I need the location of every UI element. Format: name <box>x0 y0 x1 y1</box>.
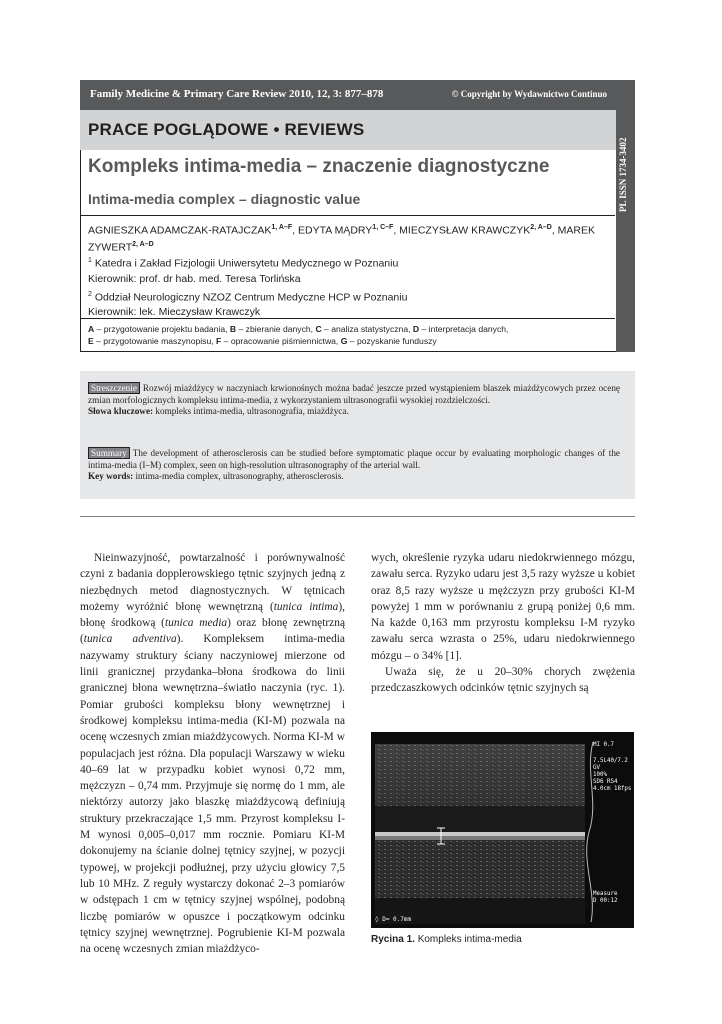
abstract-pl-text: Rozwój miażdżycy w naczyniach krwionośnych można badać jeszcze przed wystąpieniem blaszek miażdżycowych przez ocenę zmian morfologicznych kompleksu intima-media, z wykorzystaniem ultrasonografii wysokiej rozdzielczości. <box>88 383 620 405</box>
measurement-readout: ◊ D= 0.7mm <box>375 916 412 923</box>
contribution-key-letter: A <box>88 324 95 334</box>
keywords-en: intima-media complex, ultrasonography, atherosclerosis. <box>135 471 344 481</box>
author-name: EDYTA MĄDRY <box>298 224 373 237</box>
contribution-key-letter: D <box>412 324 420 334</box>
contribution-key-letter: C <box>315 324 322 334</box>
author-name: AGNIESZKA ADAMCZAK-RATAJCZAK <box>88 224 272 237</box>
abstract-pl <box>88 383 620 418</box>
readout-gain: 100% <box>593 772 607 778</box>
author-name: MAREK ZYWERT <box>88 224 595 253</box>
ultrasound-figure <box>371 732 634 928</box>
author-contribution-sup: 1, C–F <box>372 224 394 231</box>
abstract-en-text: The development of atherosclerosis can be studied before symptomatic plaque occur by evaluating morphologic changes of the intima-media (I–M) complex, seen on high-resolution ultrasonography of the arterial wall. <box>88 448 620 470</box>
abstract-divider <box>80 516 635 517</box>
issn-label: PL ISSN 1734-3402 <box>618 137 628 212</box>
affiliation-line: Kierownik: lek. Mieczysław Krawczyk <box>88 306 261 318</box>
contribution-key-letter: E <box>88 336 94 346</box>
section-band <box>80 110 616 150</box>
affiliation-sup: 1 <box>88 257 92 264</box>
contribution-key-letter: G <box>340 336 348 346</box>
readout-rs: RS4 <box>606 779 618 785</box>
figure-caption <box>371 934 522 945</box>
body-paragraph-2: wych, określenie ryzyka udaru niedokrwiennego mózgu, zawału serca. Ryzyko udaru jest 3,5 razy wyższe u kobiet oraz 8,5 razy wyższe u mężczyzn przy grubości KI-M powyżej 1 mm w porównaniu z grupą poniżej 0,6 mm. Na każde 0,163 mm przyrostu kompleksu I-M ryzyko zawału serca wzrasta o 25%, udaru niedokrwiennego mózgu – o 34% [1]. <box>371 552 635 662</box>
affiliation-line: $^1$ Katedra i Zakład Fizjologii Uniwersytetu Medycznego w Poznaniu <box>88 257 399 270</box>
latin-term: tunica media <box>164 617 228 630</box>
body-left-column <box>80 550 345 957</box>
journal-header-bar <box>80 80 635 110</box>
scanner-readouts <box>593 742 633 905</box>
readout-sd: SD6 <box>593 779 604 785</box>
abstract-en <box>88 448 620 483</box>
figure-caption-text: Kompleks intima-media <box>417 934 522 945</box>
affiliation-line: $^2$ Oddział Neurologiczny NZOZ Centrum Medyczne HCP w Poznaniu <box>88 290 408 303</box>
author-contribution-sup: 2, A–D <box>530 224 552 231</box>
contrib-rule <box>80 318 615 319</box>
body-paragraph-1: Nieinwazyjność, powtarzalność i porównywalność czyni z badania dopplerowskiego tętnic szyjnych jedną z niezbędnych metod diagnostycznych. W tętnicach możemy wyróżnić błonę wewnętrzną (tunica intima), błonę środkową (tunica media) oraz błonę zewnętrzną (tunica adventiva). Kompleksem intima-media nazywamy struktury ściany naczyniowej mierzone od linii granicznej przydanka–błona środkowa do linii granicznej błona wewnętrzna–światło naczynia (ryc. 1). Pomiar grubości kompleksu błony wewnętrznej i środkowej kompleksu intima-media (KI-M) pozwala na ocenę wczesnych zmian miażdżycowych. Norma KI-M w populacjach jest różna. Dla populacji Warszawy w wieku 40–69 lat w przypadku kobiet wynosi 0,72 mm, mężczyzn – 0,74 mm. Przyjmuje się normę do 1 mm, ale niektórzy autorzy jako blaszkę miażdżycową definiują struktury przekraczające 1,5 mm. Przyrost kompleksu I-M wynosi 0,005–0,017 mm rocznie. Pomiaru KI-M dokonujemy na ścianie dolnej tętnicy szyjnej, w pozycji typowej, w projekcji podłużnej, przy użyciu głowicy 7,5 lub 10 MHz. Z reguły wystarczy dokonać 2–3 pomiarów w odstępach 1 cm w tętnicy szyjnej wspólnej, podobną liczbę pomiarów w opuszce i początkowym odcinku tętnicy szyjnej wewnętrznej. Pogrubienie KI-M pozwala na ocenę wczesnych zmian miażdżyco- <box>80 552 345 956</box>
readout-probe: 7.5L40/7.2 <box>593 758 628 764</box>
readout-time: D 00:12 <box>593 898 618 904</box>
affiliations <box>88 253 608 320</box>
readout-measure: Measure <box>593 891 618 897</box>
keywords-en-label: Key words: <box>88 471 134 481</box>
affiliation-sup: 2 <box>88 290 92 298</box>
journal-citation: Family Medicine & Primary Care Review 2010, 12, 3: 877–878 <box>90 88 384 100</box>
abstract-box <box>80 371 635 499</box>
header-rule <box>80 215 615 216</box>
latin-term: tunica intima <box>273 600 339 613</box>
author-contribution-sup: 1, A–F <box>271 224 293 231</box>
contribution-key-letter: B <box>229 324 237 334</box>
keywords-pl: kompleks intima-media, ultrasonografia, miażdżyca. <box>155 406 349 416</box>
contribution-key: A – przygotowanie projektu badania, B – zbieranie danych, C – analiza statystyczna, D – interpretacja danych, E – przygotowanie maszynopisu, F – opracowanie piśmiennictwa, G – pozyskanie funduszy <box>88 324 509 346</box>
figure-caption-label: Rycina 1. <box>371 934 415 945</box>
readout-depth: 4.0cm <box>593 786 611 792</box>
contribution-key-letter: F <box>216 336 222 346</box>
affiliation-line: Kierownik: prof. dr hab. med. Teresa Torlińska <box>88 272 301 285</box>
copyright-notice: © Copyright by Wydawnictwo Continuo <box>451 89 607 99</box>
body-paragraph-3: Uważa się, że u 20–30% chorych zwężenia przedczaszkowych odcinków tętnic szyjnych są <box>371 666 635 695</box>
article-title-pl: Kompleks intima-media – znaczenie diagnostyczne <box>88 156 550 177</box>
abstract-en-label: Summary <box>88 447 130 459</box>
author-list: AGNIESZKA ADAMCZAK-$RATAJCZAK^{1, A-F}$, EDYTA $MĄDRY^{1, C-F}$, MIECZYSŁAW $KRAWCZYK^{2, A-D}$, MAREK $ZYWERT^{2, A-D}$ <box>88 224 595 253</box>
keywords-pl-label: Słowa kluczowe: <box>88 406 154 416</box>
readout-gv: GV <box>593 765 600 771</box>
author-contribution-sup: 2, A–D <box>132 240 154 248</box>
readout-mi: MI 0.7 <box>593 742 614 748</box>
readout-fps: 18fps <box>613 786 632 792</box>
section-title: PRACE POGLĄDOWE • REVIEWS <box>88 120 365 139</box>
body-right-column <box>371 550 635 697</box>
article-title-en: Intima-media complex – diagnostic value <box>88 191 361 207</box>
abstract-pl-label: Streszczenie <box>88 382 140 394</box>
latin-term: tunica adventiva <box>83 633 177 646</box>
author-name: MIECZYSŁAW KRAWCZYK <box>399 224 531 237</box>
